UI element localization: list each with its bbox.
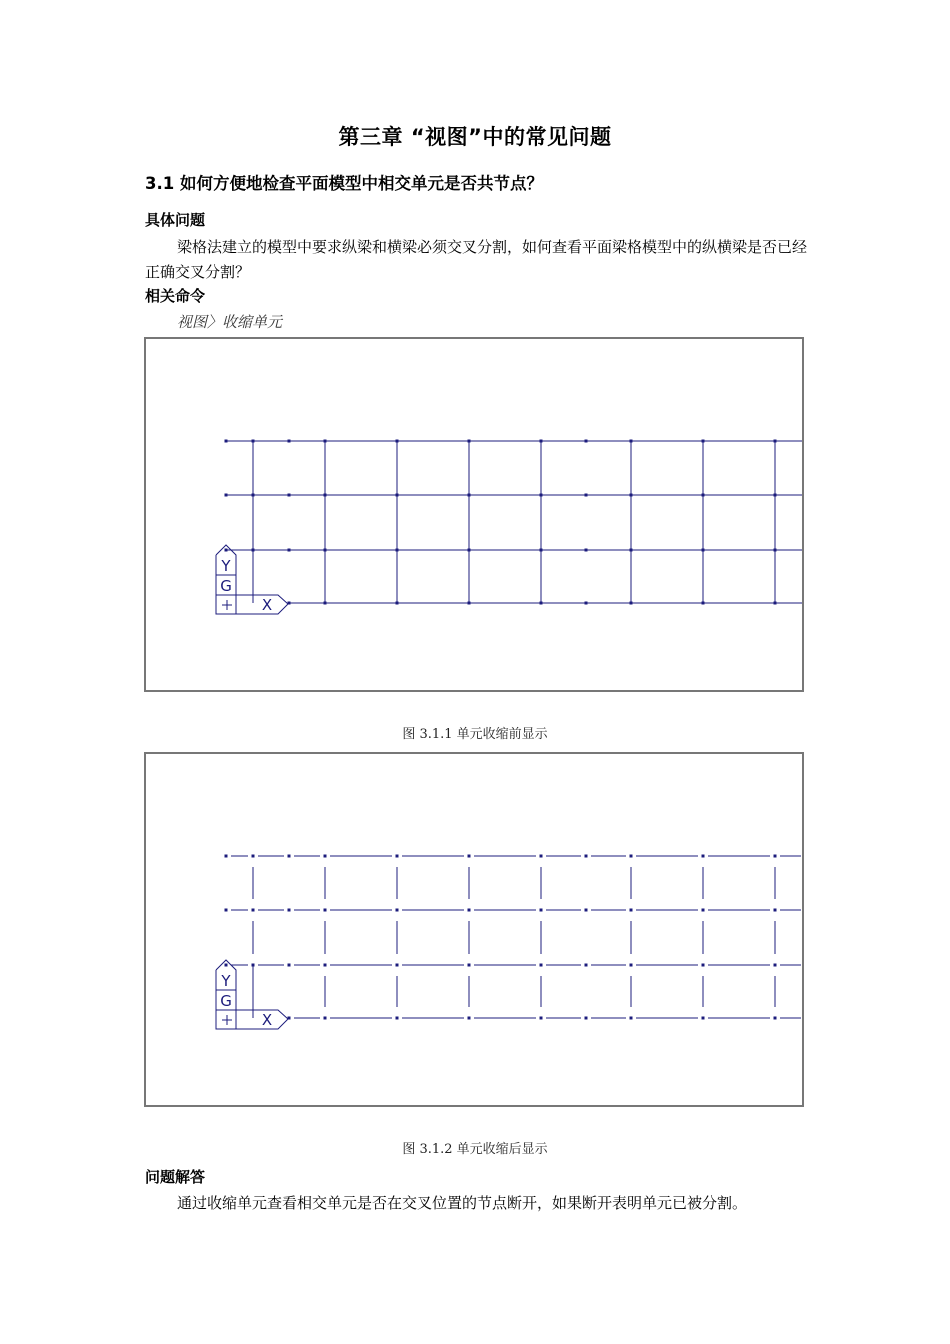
axis-label-x: X: [261, 596, 273, 614]
node: [468, 964, 471, 967]
node: [702, 964, 705, 967]
node: [540, 909, 543, 912]
node: [288, 855, 291, 858]
axis-label-g: G: [220, 992, 232, 1010]
section-title: 3.1 如何方便地检查平面模型中相交单元是否共节点？: [145, 174, 543, 193]
related-commands-heading: 相关命令: [145, 287, 206, 305]
node: [774, 440, 777, 443]
node: [585, 440, 588, 443]
node: [630, 602, 633, 605]
node: [396, 909, 399, 912]
node: [540, 1017, 543, 1020]
node: [630, 855, 633, 858]
node: [702, 855, 705, 858]
node: [288, 964, 291, 967]
node: [468, 1017, 471, 1020]
node: [585, 909, 588, 912]
chapter-title: 第三章 “视图”中的常见问题: [338, 125, 612, 149]
node: [288, 440, 291, 443]
axis-triad: [216, 545, 288, 614]
node: [252, 855, 255, 858]
command-path: 视图〉收缩单元: [177, 313, 283, 331]
node: [630, 964, 633, 967]
grid-model-after: [146, 754, 802, 1105]
node: [468, 549, 471, 552]
node: [540, 964, 543, 967]
node: [585, 1017, 588, 1020]
node: [288, 549, 291, 552]
node: [396, 1017, 399, 1020]
node: [540, 549, 543, 552]
node: [252, 494, 255, 497]
node: [324, 440, 327, 443]
node: [324, 602, 327, 605]
node: [702, 494, 705, 497]
node: [702, 602, 705, 605]
node: [630, 909, 633, 912]
node: [540, 602, 543, 605]
axis-label-x: X: [261, 1011, 273, 1029]
node: [324, 855, 327, 858]
node: [468, 440, 471, 443]
answer-heading: 问题解答: [145, 1168, 206, 1186]
node: [540, 440, 543, 443]
node: [630, 1017, 633, 1020]
axis-label-y: Y: [221, 972, 231, 990]
node: [468, 602, 471, 605]
grid-model-before: [146, 339, 802, 690]
node: [702, 1017, 705, 1020]
node: [225, 494, 228, 497]
node: [774, 549, 777, 552]
axis-label-y: Y: [221, 557, 231, 575]
node: [396, 964, 399, 967]
node: [540, 494, 543, 497]
node: [396, 602, 399, 605]
node: [252, 440, 255, 443]
node: [225, 964, 228, 967]
node: [324, 1017, 327, 1020]
node: [468, 855, 471, 858]
node: [774, 494, 777, 497]
node: [774, 602, 777, 605]
node: [585, 964, 588, 967]
node: [396, 440, 399, 443]
node: [702, 909, 705, 912]
node: [702, 549, 705, 552]
node: [774, 909, 777, 912]
node: [396, 549, 399, 552]
node: [288, 909, 291, 912]
node: [630, 440, 633, 443]
figure-before-shrink: [144, 337, 804, 692]
figure-caption-2: 图 3.1.2 单元收缩后显示: [402, 1142, 548, 1157]
node: [225, 909, 228, 912]
axis-label-g: G: [220, 577, 232, 595]
node: [468, 494, 471, 497]
node: [324, 964, 327, 967]
node: [774, 1017, 777, 1020]
problem-text: 梁格法建立的模型中要求纵梁和横梁必须交叉分割，如何查看平面梁格模型中的纵横梁是否已经正确交叉分割？: [145, 238, 808, 281]
node: [396, 855, 399, 858]
node: [702, 440, 705, 443]
axis-triad: [216, 960, 288, 1029]
node: [225, 549, 228, 552]
figure-after-shrink: [144, 752, 804, 1107]
figure-caption-1: 图 3.1.1 单元收缩前显示: [402, 727, 548, 742]
node: [585, 602, 588, 605]
node: [774, 964, 777, 967]
node: [225, 440, 228, 443]
node: [585, 855, 588, 858]
node: [630, 549, 633, 552]
node: [252, 964, 255, 967]
node: [324, 494, 327, 497]
node: [288, 494, 291, 497]
node: [252, 549, 255, 552]
node: [252, 909, 255, 912]
node: [540, 855, 543, 858]
node: [630, 494, 633, 497]
node: [468, 909, 471, 912]
node: [324, 909, 327, 912]
node: [774, 855, 777, 858]
node: [225, 855, 228, 858]
node: [585, 494, 588, 497]
answer-text: 通过收缩单元查看相交单元是否在交叉位置的节点断开，如果断开表明单元已被分割。: [177, 1194, 748, 1212]
node: [396, 494, 399, 497]
node: [324, 549, 327, 552]
node: [585, 549, 588, 552]
problem-heading: 具体问题: [145, 211, 206, 229]
